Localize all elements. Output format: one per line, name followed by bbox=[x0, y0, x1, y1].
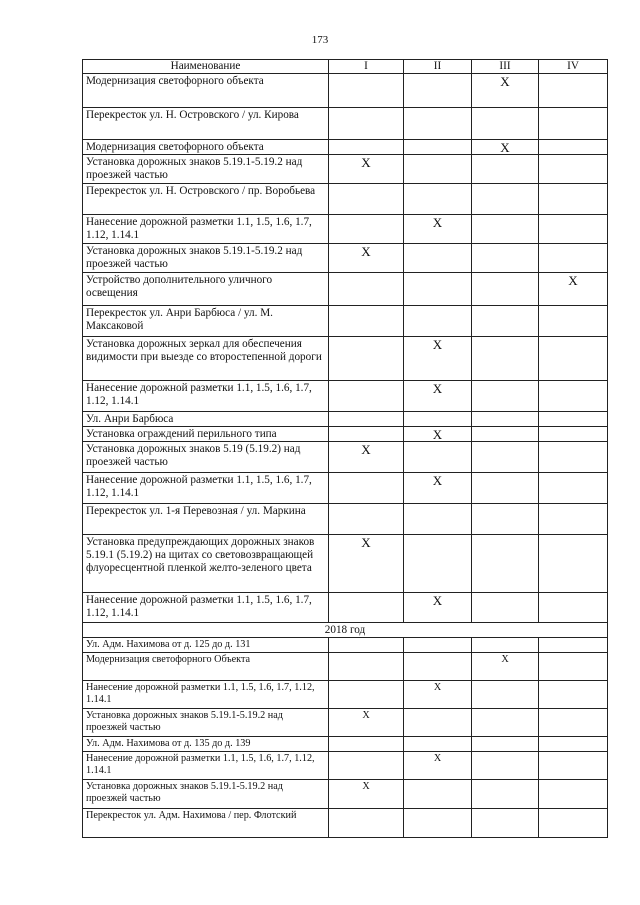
stage-mark-1 bbox=[329, 681, 404, 709]
stage-mark-4 bbox=[539, 140, 608, 155]
stage-mark-1 bbox=[329, 306, 404, 337]
stage-mark-1 bbox=[329, 74, 404, 108]
table-row bbox=[83, 184, 608, 215]
table-row bbox=[83, 752, 608, 780]
stage-mark-3 bbox=[472, 244, 539, 273]
measure-name: Ул. Адм. Нахимова от д. 125 до д. 131 bbox=[83, 638, 329, 653]
stage-mark-3 bbox=[472, 681, 539, 709]
stage-mark-4 bbox=[539, 108, 608, 140]
measure-name: Ул. Адм. Нахимова от д. 135 до д. 139 bbox=[83, 737, 329, 752]
stage-mark-4 bbox=[539, 244, 608, 273]
stage-mark-1 bbox=[329, 752, 404, 780]
table-row bbox=[83, 215, 608, 244]
measure-name: Установка предупреждающих дорожных знаков 5.19.1 (5.19.2) на щитах со световозвращающей флуоресцентной пленкой желто-зеленого цвета bbox=[83, 535, 329, 593]
measure-name: Установка дорожных зеркал для обеспечения видимости при выезде со второстепенной дороги bbox=[83, 337, 329, 381]
measure-name: Установка дорожных знаков 5.19.1-5.19.2 над проезжей частью bbox=[83, 155, 329, 184]
table-row bbox=[83, 709, 608, 737]
stage-mark-4 bbox=[539, 412, 608, 427]
stage-mark-2 bbox=[404, 74, 472, 108]
stage-mark-1 bbox=[329, 412, 404, 427]
measure-name: Ул. Анри Барбюса bbox=[83, 412, 329, 427]
stage-mark-3 bbox=[472, 442, 539, 473]
stage-mark-4 bbox=[539, 74, 608, 108]
stage-mark-2 bbox=[404, 140, 472, 155]
stage-mark-3 bbox=[472, 752, 539, 780]
stage-mark-4 bbox=[539, 593, 608, 623]
stage-mark-2: X bbox=[404, 473, 472, 504]
column-header-iv: IV bbox=[539, 60, 608, 74]
stage-mark-3 bbox=[472, 108, 539, 140]
stage-mark-1 bbox=[329, 140, 404, 155]
stage-mark-4: X bbox=[539, 273, 608, 306]
stage-mark-4 bbox=[539, 155, 608, 184]
stage-mark-1 bbox=[329, 809, 404, 838]
stage-mark-2 bbox=[404, 737, 472, 752]
table-row bbox=[83, 108, 608, 140]
measure-name: Нанесение дорожной разметки 1.1, 1.5, 1.6, 1.7, 1.12, 1.14.1 bbox=[83, 681, 329, 709]
stage-mark-4 bbox=[539, 442, 608, 473]
stage-mark-3 bbox=[472, 381, 539, 412]
stage-mark-4 bbox=[539, 337, 608, 381]
stage-mark-1 bbox=[329, 273, 404, 306]
stage-mark-1 bbox=[329, 593, 404, 623]
stage-mark-2: X bbox=[404, 681, 472, 709]
stage-mark-2 bbox=[404, 535, 472, 593]
stage-mark-2 bbox=[404, 155, 472, 184]
stage-mark-4 bbox=[539, 215, 608, 244]
measure-name: Перекресток ул. Н. Островского / ул. Кирова bbox=[83, 108, 329, 140]
stage-mark-4 bbox=[539, 184, 608, 215]
stage-mark-3 bbox=[472, 535, 539, 593]
stage-mark-1: X bbox=[329, 709, 404, 737]
stage-mark-1 bbox=[329, 504, 404, 535]
measure-name: Модернизация светофорного Объекта bbox=[83, 653, 329, 681]
table-row bbox=[83, 412, 608, 427]
table-row bbox=[83, 737, 608, 752]
table-row bbox=[83, 381, 608, 412]
table-row bbox=[83, 337, 608, 381]
stage-mark-2 bbox=[404, 809, 472, 838]
stage-mark-4 bbox=[539, 427, 608, 442]
column-header-iii: III bbox=[472, 60, 539, 74]
stage-mark-2 bbox=[404, 709, 472, 737]
measure-name: Установка дорожных знаков 5.19 (5.19.2) над проезжей частью bbox=[83, 442, 329, 473]
stage-mark-3: X bbox=[472, 653, 539, 681]
stage-mark-2 bbox=[404, 306, 472, 337]
stage-mark-3 bbox=[472, 809, 539, 838]
stage-mark-1: X bbox=[329, 535, 404, 593]
table-row bbox=[83, 638, 608, 653]
measure-name: Нанесение дорожной разметки 1.1, 1.5, 1.6, 1.7, 1.12, 1.14.1 bbox=[83, 473, 329, 504]
table-row bbox=[83, 155, 608, 184]
page-number: 173 bbox=[311, 34, 329, 46]
measures-table bbox=[82, 59, 608, 838]
stage-mark-2: X bbox=[404, 427, 472, 442]
stage-mark-2 bbox=[404, 504, 472, 535]
stage-mark-2 bbox=[404, 638, 472, 653]
stage-mark-4 bbox=[539, 504, 608, 535]
stage-mark-2 bbox=[404, 244, 472, 273]
stage-mark-4 bbox=[539, 681, 608, 709]
stage-mark-2 bbox=[404, 442, 472, 473]
stage-mark-1 bbox=[329, 215, 404, 244]
stage-mark-3 bbox=[472, 638, 539, 653]
measure-name: Установка дорожных знаков 5.19.1-5.19.2 над проезжей частью bbox=[83, 709, 329, 737]
table-row bbox=[83, 74, 608, 108]
table-row bbox=[83, 780, 608, 809]
stage-mark-3 bbox=[472, 504, 539, 535]
stage-mark-1 bbox=[329, 427, 404, 442]
stage-mark-3 bbox=[472, 593, 539, 623]
measure-name: Нанесение дорожной разметки 1.1, 1.5, 1.6, 1.7, 1.12, 1.14.1 bbox=[83, 752, 329, 780]
stage-mark-1 bbox=[329, 737, 404, 752]
table-row bbox=[83, 681, 608, 709]
stage-mark-3 bbox=[472, 473, 539, 504]
table-row bbox=[83, 273, 608, 306]
stage-mark-1 bbox=[329, 184, 404, 215]
measure-name: Установка ограждений перильного типа bbox=[83, 427, 329, 442]
stage-mark-3 bbox=[472, 306, 539, 337]
stage-mark-4 bbox=[539, 737, 608, 752]
stage-mark-4 bbox=[539, 780, 608, 809]
table-row bbox=[83, 306, 608, 337]
stage-mark-3 bbox=[472, 427, 539, 442]
stage-mark-2: X bbox=[404, 752, 472, 780]
stage-mark-2: X bbox=[404, 593, 472, 623]
stage-mark-3 bbox=[472, 337, 539, 381]
stage-mark-1: X bbox=[329, 244, 404, 273]
table-row bbox=[83, 427, 608, 442]
measure-name: Нанесение дорожной разметки 1.1, 1.5, 1.6, 1.7, 1.12, 1.14.1 bbox=[83, 381, 329, 412]
measure-name: Устройство дополнительного уличного освещения bbox=[83, 273, 329, 306]
stage-mark-2 bbox=[404, 184, 472, 215]
stage-mark-1 bbox=[329, 108, 404, 140]
stage-mark-4 bbox=[539, 809, 608, 838]
stage-mark-4 bbox=[539, 535, 608, 593]
stage-mark-2: X bbox=[404, 215, 472, 244]
column-header-i: I bbox=[329, 60, 404, 74]
measure-name: Модернизация светофорного объекта bbox=[83, 74, 329, 108]
table-row bbox=[83, 442, 608, 473]
table-row bbox=[83, 504, 608, 535]
measure-name: Перекресток ул. Н. Островского / пр. Воробьева bbox=[83, 184, 329, 215]
stage-mark-4 bbox=[539, 752, 608, 780]
stage-mark-1: X bbox=[329, 155, 404, 184]
table-row bbox=[83, 809, 608, 838]
measure-name: Перекресток ул. 1-я Перевозная / ул. Маркина bbox=[83, 504, 329, 535]
stage-mark-2: X bbox=[404, 381, 472, 412]
table-row bbox=[83, 593, 608, 623]
stage-mark-1 bbox=[329, 638, 404, 653]
stage-mark-4 bbox=[539, 709, 608, 737]
stage-mark-3 bbox=[472, 737, 539, 752]
stage-mark-1 bbox=[329, 381, 404, 412]
stage-mark-2 bbox=[404, 412, 472, 427]
section-title-2018: 2018 год bbox=[83, 623, 608, 638]
stage-mark-4 bbox=[539, 381, 608, 412]
stage-mark-2 bbox=[404, 780, 472, 809]
stage-mark-3 bbox=[472, 215, 539, 244]
measure-name: Нанесение дорожной разметки 1.1, 1.5, 1.6, 1.7, 1.12, 1.14.1 bbox=[83, 593, 329, 623]
table-row bbox=[83, 653, 608, 681]
column-header-ii: II bbox=[404, 60, 472, 74]
stage-mark-1: X bbox=[329, 780, 404, 809]
stage-mark-4 bbox=[539, 638, 608, 653]
stage-mark-3 bbox=[472, 412, 539, 427]
stage-mark-3 bbox=[472, 780, 539, 809]
table-row bbox=[83, 140, 608, 155]
table-header-row bbox=[83, 60, 608, 74]
stage-mark-3 bbox=[472, 155, 539, 184]
table-row bbox=[83, 535, 608, 593]
stage-mark-1 bbox=[329, 653, 404, 681]
stage-mark-1: X bbox=[329, 442, 404, 473]
stage-mark-3 bbox=[472, 709, 539, 737]
measure-name: Установка дорожных знаков 5.19.1-5.19.2 над проезжей частью bbox=[83, 244, 329, 273]
column-header-name: Наименование bbox=[83, 60, 329, 74]
measure-name: Перекресток ул. Адм. Нахимова / пер. Флотский bbox=[83, 809, 329, 838]
measure-name: Модернизация светофорного объекта bbox=[83, 140, 329, 155]
stage-mark-2 bbox=[404, 108, 472, 140]
measure-name: Установка дорожных знаков 5.19.1-5.19.2 над проезжей частью bbox=[83, 780, 329, 809]
stage-mark-2 bbox=[404, 273, 472, 306]
stage-mark-3: X bbox=[472, 140, 539, 155]
stage-mark-2 bbox=[404, 653, 472, 681]
table-row bbox=[83, 244, 608, 273]
table-row bbox=[83, 473, 608, 504]
measure-name: Нанесение дорожной разметки 1.1, 1.5, 1.6, 1.7, 1.12, 1.14.1 bbox=[83, 215, 329, 244]
measure-name: Перекресток ул. Анри Барбюса / ул. М. Максаковой bbox=[83, 306, 329, 337]
stage-mark-1 bbox=[329, 473, 404, 504]
section-row bbox=[83, 623, 608, 638]
stage-mark-4 bbox=[539, 473, 608, 504]
stage-mark-4 bbox=[539, 306, 608, 337]
stage-mark-3: X bbox=[472, 74, 539, 108]
stage-mark-1 bbox=[329, 337, 404, 381]
stage-mark-2: X bbox=[404, 337, 472, 381]
stage-mark-3 bbox=[472, 184, 539, 215]
stage-mark-4 bbox=[539, 653, 608, 681]
stage-mark-3 bbox=[472, 273, 539, 306]
